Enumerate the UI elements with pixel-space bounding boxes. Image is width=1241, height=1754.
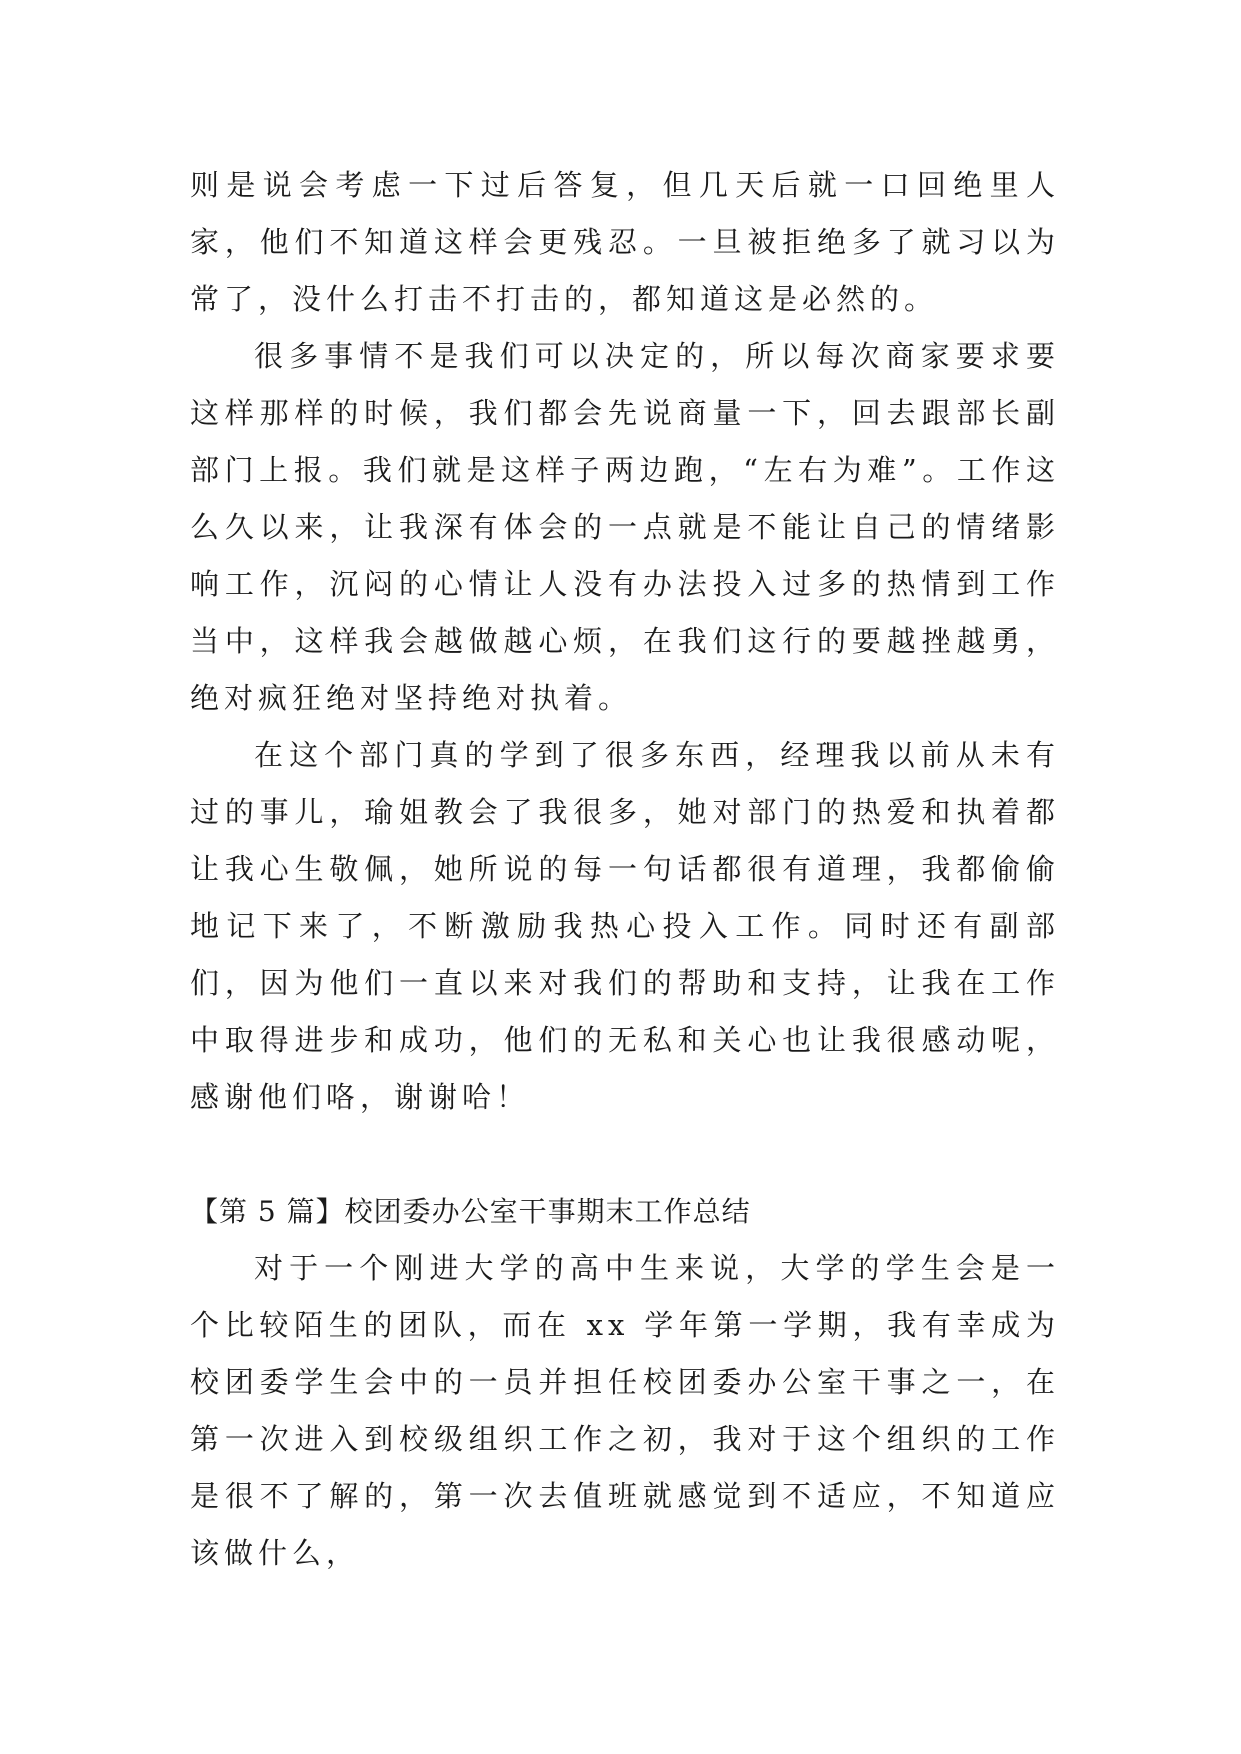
document-body [190, 157, 1060, 1582]
paragraph-2: 很多事情不是我们可以决定的，所以每次商家要求要这样那样的时候，我们都会先说商量一下，回去跟部长副部门上报。我们就是这样子两边跑，“左右为难”。工作这么久以来，让我深有体会的一点就是不能让自己的情绪影响工作，沉闷的心情让人没有办法投入过多的热情到工作当中，这样我会越做越心烦，在我们这行的要越挫越勇，绝对疯狂绝对坚持绝对执着。 [190, 339, 1060, 715]
paragraph-1: 则是说会考虑一下过后答复，但几天后就一口回绝里人家，他们不知道这样会更残忍。一旦被拒绝多了就习以为常了，没什么打击不打击的，都知道这是必然的。 [190, 168, 1060, 316]
paragraph-3: 在这个部门真的学到了很多东西，经理我以前从未有过的事儿，瑜姐教会了我很多，她对部门的热爱和执着都让我心生敬佩，她所说的每一句话都很有道理，我都偷偷地记下来了，不断激励我热心投入工作。同时还有副部们，因为他们一直以来对我们的帮助和支持，让我在工作中取得进步和成功，他们的无私和关心也让我很感动呢，感谢他们咯，谢谢哈！ [190, 738, 1060, 1114]
paragraph-spacer [190, 1126, 1060, 1183]
section-paragraph-1: 对于一个刚进大学的高中生来说，大学的学生会是一个比较陌生的团队，而在 xx 学年第一学期，我有幸成为校团委学生会中的一员并担任校团委办公室干事之一，在第一次进入到校级组织工作之初，我对于这个组织的工作是很不了解的，第一次去值班就感觉到不适应，不知道应该做什么， [190, 1251, 1060, 1570]
section-heading: 【第 5 篇】校团委办公室干事期末工作总结 [190, 1195, 751, 1228]
